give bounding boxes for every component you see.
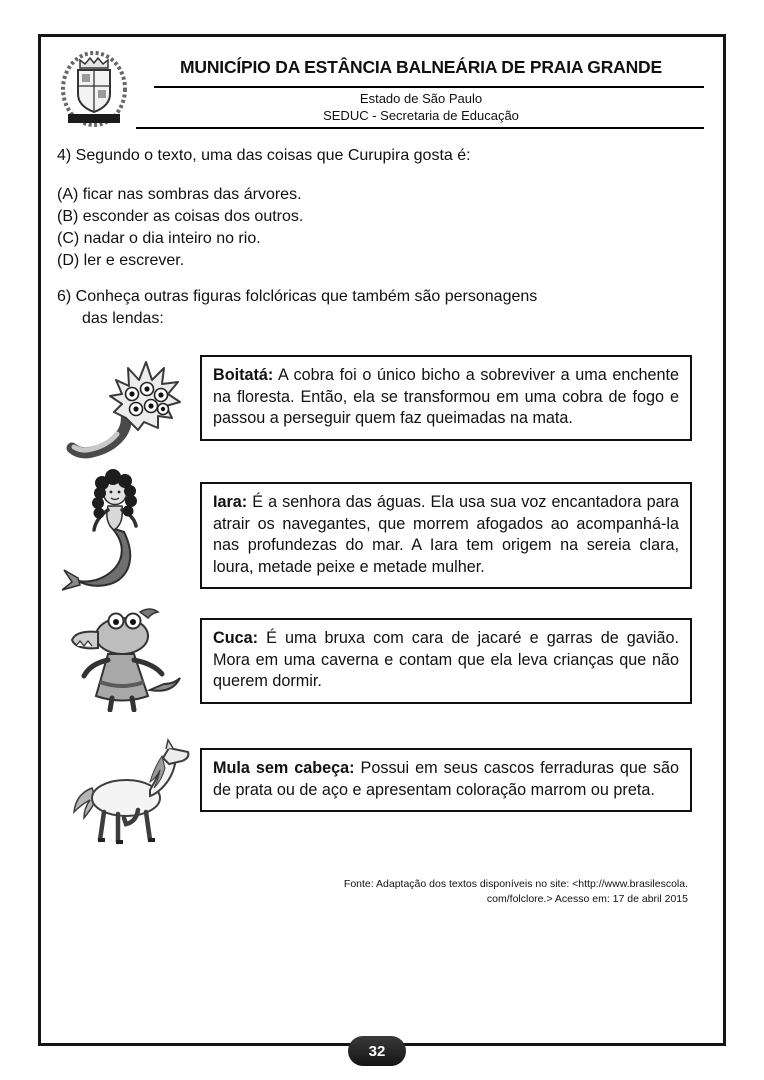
question-4-option-b: (B) esconder as coisas dos outros.	[57, 208, 304, 225]
source-line-2: com/folclore.> Acesso em: 17 de abril 2015	[486, 892, 688, 905]
header-rule	[136, 127, 704, 129]
cuca-alligator-icon	[64, 606, 188, 712]
page-number-badge	[348, 1036, 406, 1066]
question-4-option-a: (A) ficar nas sombras das árvores.	[57, 186, 302, 203]
mula-text-box	[200, 748, 692, 812]
cuca-text-box	[200, 618, 692, 704]
mula-horse-icon	[66, 738, 194, 850]
title-rule	[154, 86, 704, 88]
boitata-illustration	[66, 356, 184, 462]
boitata-snake-icon	[66, 356, 184, 462]
figure-name-mula: Mula sem cabeça:	[213, 759, 355, 777]
mula-paragraph	[213, 758, 679, 801]
figure-name-iara: Iara:	[213, 493, 248, 511]
figure-description-cuca: É uma bruxa com cara de jacaré e garras de gavião. Mora em uma caverna e contam que ela leva crianças que não querem dormir.	[213, 629, 679, 690]
iara-mermaid-icon	[62, 466, 178, 592]
question-6-prompt-line1: 6) Conheça outras figuras folclóricas que também são personagens	[57, 288, 538, 305]
question-4-prompt: 4) Segundo o texto, uma das coisas que Curupira gosta é:	[57, 147, 471, 164]
figure-description-mula: Possui em seus cascos ferraduras que são de prata ou de aço e apresentam coloração marrom ou preta.	[213, 759, 680, 799]
coat-of-arms-icon	[60, 50, 128, 128]
header-subtitle-department: SEDUC - Secretaria de Educação	[323, 108, 519, 123]
figure-description-boitata: A cobra foi o único bicho a sobreviver a uma enchente na floresta. Então, ela se transformou em uma cobra de fogo e passou a perseguir quem faz queimadas na mata.	[213, 366, 680, 427]
iara-paragraph	[213, 492, 679, 578]
cuca-illustration	[64, 606, 188, 712]
figure-name-cuca: Cuca:	[213, 629, 258, 647]
question-4-option-c: (C) nadar o dia inteiro no rio.	[57, 230, 261, 247]
question-6-prompt-line2: das lendas:	[82, 310, 164, 327]
figure-name-boitata: Boitatá:	[213, 366, 274, 384]
mula-sem-cabeca-illustration	[66, 738, 194, 850]
iara-illustration	[62, 466, 178, 592]
question-4-options	[57, 184, 303, 272]
cuca-paragraph	[213, 628, 679, 693]
question-4-option-d: (D) ler e escrever.	[57, 252, 185, 269]
coat-of-arms-logo	[60, 50, 128, 128]
boitata-paragraph	[213, 365, 679, 430]
figure-description-iara: É a senhora das águas. Ela usa sua voz encantadora para atrair os navegantes, que morrem afogados ao acompanhá-la nas profundezas do mar. A Iara tem origem na sereia clara, loura, metade peixe e metade mulher.	[213, 493, 679, 576]
header-title: MUNICÍPIO DA ESTÂNCIA BALNEÁRIA DE PRAIA GRANDE	[180, 57, 662, 77]
source-citation	[248, 877, 688, 906]
page-number: 32	[368, 1042, 386, 1060]
source-line-1: Fonte: Adaptação dos textos disponíveis no site: <http://www.brasilescola.	[343, 878, 688, 890]
question-6-prompt	[57, 286, 537, 330]
iara-text-box	[200, 482, 692, 589]
boitata-text-box	[200, 355, 692, 441]
header-subtitle-state: Estado de São Paulo	[359, 91, 483, 106]
